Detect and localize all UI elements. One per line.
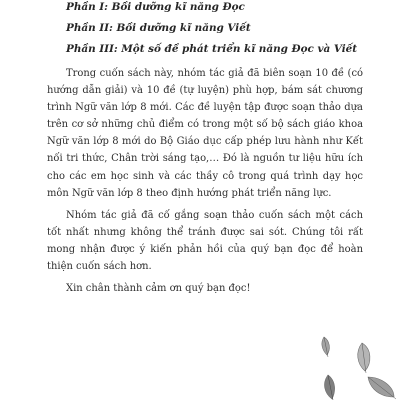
section-heading-1: Phần I: Bồi dưỡng kĩ năng Đọc <box>66 1 245 13</box>
feathers-icon <box>310 335 400 400</box>
section-list <box>66 0 386 63</box>
section-heading-2: Phần II: Bồi dưỡng kĩ năng Viết <box>66 22 251 34</box>
body-text <box>47 65 363 297</box>
paragraph-intro: Trong cuốn sách này, nhóm tác giả đã biên soạn 10 đề (có hướng dẫn giải) và 10 đề (tự luyện) phù hợp, bám sát chương trình Ngữ văn lớp 8 mới. Các đề luyện tập được soạn thảo dựa trên cơ sở những chủ điểm có trong một số bộ sách giáo khoa Ngữ văn lớp 8 mới do Bộ Giáo dục cấp phép lưu hành như Kết nối tri thức, Chân trời sáng tạo,… Đó là nguồn tư liệu hữu ích cho các em học sinh và các thầy cô trong quá trình dạy học môn Ngữ văn lớp 8 theo định hướng phát triển năng lực. <box>47 68 363 199</box>
section-heading-3: Phần III: Một số đề phát triển kĩ năng Đọc và Viết <box>66 43 358 55</box>
paragraph-apology: Nhóm tác giả đã cố gắng soạn thảo cuốn sách một cách tốt nhất nhưng không thể tránh được sai sót. Chúng tôi rất mong nhận được ý kiến phản hồi của quý bạn đọc để hoàn thiện cuốn sách hơn. <box>47 209 363 273</box>
paragraph-thanks: Xin chân thành cảm ơn quý bạn đọc! <box>66 283 251 295</box>
